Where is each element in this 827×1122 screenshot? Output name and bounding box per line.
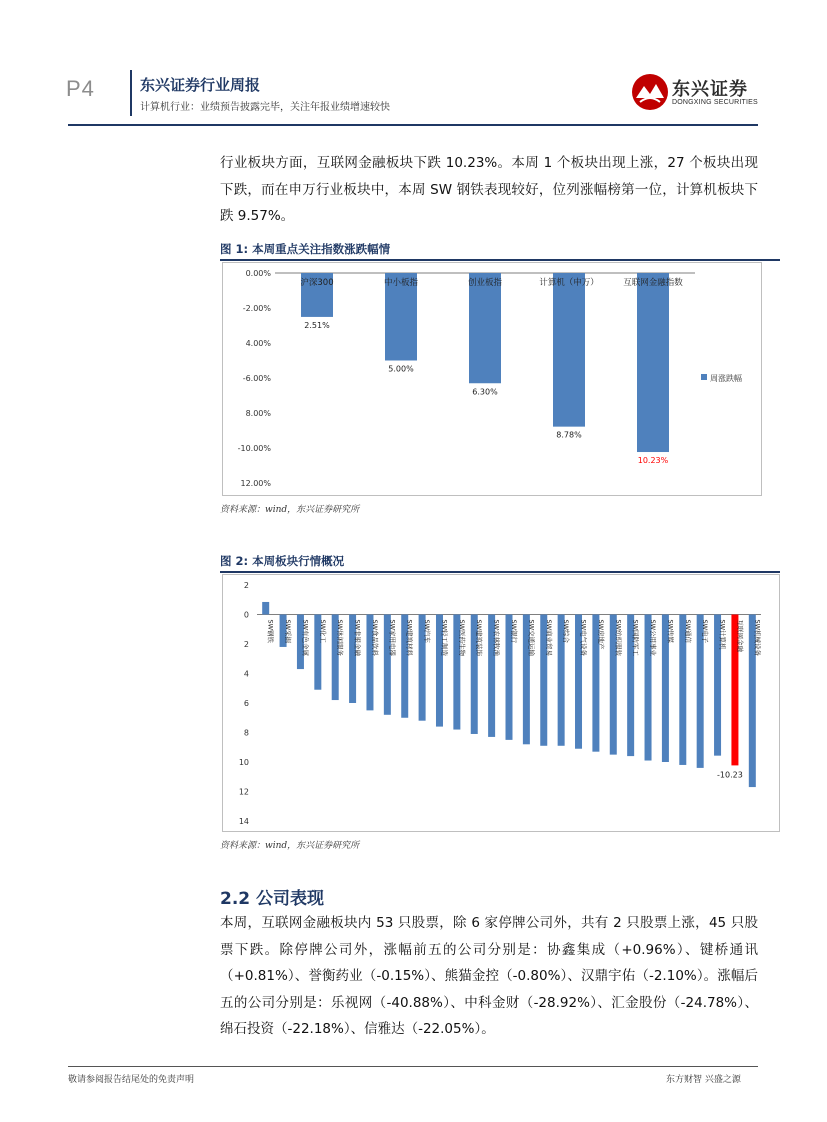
chart1-y-tick-label: -6.00%: [242, 374, 271, 383]
page-number: P4: [66, 76, 95, 101]
chart1-y-tick-label: -10.00%: [237, 444, 271, 453]
chart2-y-tick-label: 2: [243, 640, 249, 649]
chart2-category-label: SW轻工制造: [440, 619, 449, 657]
footer-rule: [68, 1066, 758, 1067]
chart2-highlight-value-label: -10.23: [717, 770, 743, 780]
chart1-y-tick-label: 4.00%: [245, 339, 271, 348]
chart2-category-label: SW国防军工: [631, 619, 640, 657]
chart2-category-label: SW建筑装饰: [475, 619, 484, 657]
chart2-category-label: SW家用电器: [388, 619, 397, 657]
chart2-category-label: SW通信: [683, 619, 692, 644]
intro-paragraph: 行业板块方面，互联网金融板块下跌 10.23%。本周 1 个板块出现上涨，27 个板块出现下跌，而在申万行业板块中，本周 SW 钢铁表现较好，位列涨幅榜第一位，计算机板块下跌 9.57%。: [220, 155, 758, 224]
chart2-category-label: SW建筑材料: [405, 619, 414, 657]
chart2-category-label: SW钢铁: [266, 619, 275, 644]
chart2-y-tick-label: 8: [243, 728, 249, 738]
chart1-y-tick-label: 0.00%: [245, 269, 271, 278]
chart2-category-label: SW机械设备: [753, 619, 762, 657]
chart1-y-tick-label: 12.00%: [240, 479, 271, 488]
figure1-source: 资料来源：wind，东兴证券研究所: [220, 505, 360, 515]
figure1-title: 图 1: 本周重点关注指数涨跌幅情: [220, 242, 391, 256]
logo-text-cn: 东兴证券: [672, 79, 748, 100]
chart2-y-tick-label: 2: [243, 581, 249, 590]
chart1-value-label: 10.23%: [637, 456, 669, 466]
chart2-y-tick-label: 10: [238, 758, 249, 767]
dongxing-logo-icon: [630, 72, 670, 112]
figure1-chart: [223, 263, 761, 495]
figure2-chart: [223, 575, 779, 831]
chart1-value-label: 8.78%: [556, 430, 582, 440]
chart2-bar: [262, 602, 269, 615]
chart2-category-label: SW化工: [318, 619, 327, 644]
chart2-category-label: 互联网金融: [735, 619, 744, 652]
chart2-category-label: SW汽车: [423, 619, 432, 644]
chart1-bar: [469, 273, 501, 383]
chart2-category-label: SW公用事业: [649, 619, 658, 657]
chart1-y-tick-label: -2.00%: [242, 304, 271, 313]
chart2-category-label: SW非银金融: [353, 619, 362, 657]
company-performance-paragraph: 本周，互联网金融板块内 53 只股票，除 6 家停牌公司外，共有 2 只股票上涨，45 只股票下跌。除停牌公司外，涨幅前五的公司分别是：协鑫集成（+0.96%）、键桥通讯（+0.81%）、誉衡药业（-0.15%）、熊猫金控（-0.80%）、汉鼎宇佑（-2.10%）。涨幅后五的公司分别是：乐视网（-40.88%）、中科金财（-28.92%）、汇金股份（-24.78%）、绵石投资（-22.18%）、信雅达（-22.05%）。: [220, 915, 758, 1037]
chart2-category-label: SW综合: [562, 619, 571, 644]
footer-disclaimer: 敬请参阅报告结尾处的免责声明: [68, 1075, 195, 1085]
chart2-category-label: SW农林牧渔: [492, 619, 501, 657]
chart1-legend-label: 周涨跌幅: [710, 374, 742, 383]
figure2-rule: [220, 571, 780, 573]
chart2-y-tick-label: 6: [243, 699, 249, 708]
chart1-bar: [553, 273, 585, 427]
chart2-category-label: SW计算机: [718, 619, 727, 650]
chart1-value-label: 2.51%: [304, 320, 330, 330]
chart2-y-tick-label: 14: [238, 817, 249, 826]
chart2-category-label: SW采掘: [284, 619, 293, 644]
chart2-category-label: SW有色金属: [301, 619, 310, 657]
chart2-category-label: SW交通运输: [527, 619, 536, 657]
figure2-chart-frame: [222, 574, 780, 832]
figure1-chart-frame: [222, 262, 762, 496]
chart1-category-label: 互联网金融指数: [623, 278, 683, 288]
chart1-bar: [637, 273, 669, 452]
logo-text-en: DONGXING SECURITIES: [672, 99, 758, 106]
report-subtitle: 计算机行业：业绩预告披露完毕，关注年报业绩增速较快: [140, 102, 390, 113]
figure2-source: 资料来源：wind，东兴证券研究所: [220, 841, 360, 851]
header-divider: [130, 70, 132, 116]
chart1-value-label: 6.30%: [472, 387, 498, 397]
chart2-category-label: SW医药生物: [457, 619, 466, 657]
chart1-y-tick-label: 8.00%: [245, 409, 271, 418]
chart2-category-label: SW房地产: [596, 619, 605, 650]
chart1-category-label: 沪深300: [300, 278, 334, 288]
chart2-category-label: SW电气设备: [579, 619, 588, 657]
chart1-category-label: 中小板指: [383, 278, 419, 288]
chart2-y-tick-label: 12: [238, 787, 249, 797]
report-title: 东兴证券行业周报: [140, 76, 261, 94]
figure1-rule: [220, 259, 780, 261]
chart2-y-tick-label: 4: [243, 669, 249, 679]
chart2-category-label: SW传媒: [666, 619, 675, 644]
chart2-category-label: SW休闲服务: [336, 619, 345, 657]
footer-slogan: 东方财智 兴盛之源: [666, 1075, 741, 1085]
section-heading: 2.2 公司表现: [220, 889, 325, 909]
chart2-category-label: SW银行: [510, 619, 518, 644]
chart2-category-label: SW食品饮料: [370, 619, 379, 657]
header-rule: [68, 124, 758, 126]
chart1-value-label: 5.00%: [388, 364, 414, 374]
chart1-legend-swatch: [701, 374, 707, 380]
chart1-category-label: 计算机（申万）: [539, 278, 599, 288]
chart1-category-label: 创业板指: [467, 278, 503, 288]
chart2-y-tick-label: 0: [243, 610, 249, 620]
chart2-category-label: SW纺织服装: [614, 619, 623, 657]
figure2-title: 图 2: 本周板块行情概况: [220, 554, 345, 568]
chart2-category-label: SW电子: [701, 619, 710, 644]
chart2-category-label: SW商业贸易: [544, 619, 553, 657]
